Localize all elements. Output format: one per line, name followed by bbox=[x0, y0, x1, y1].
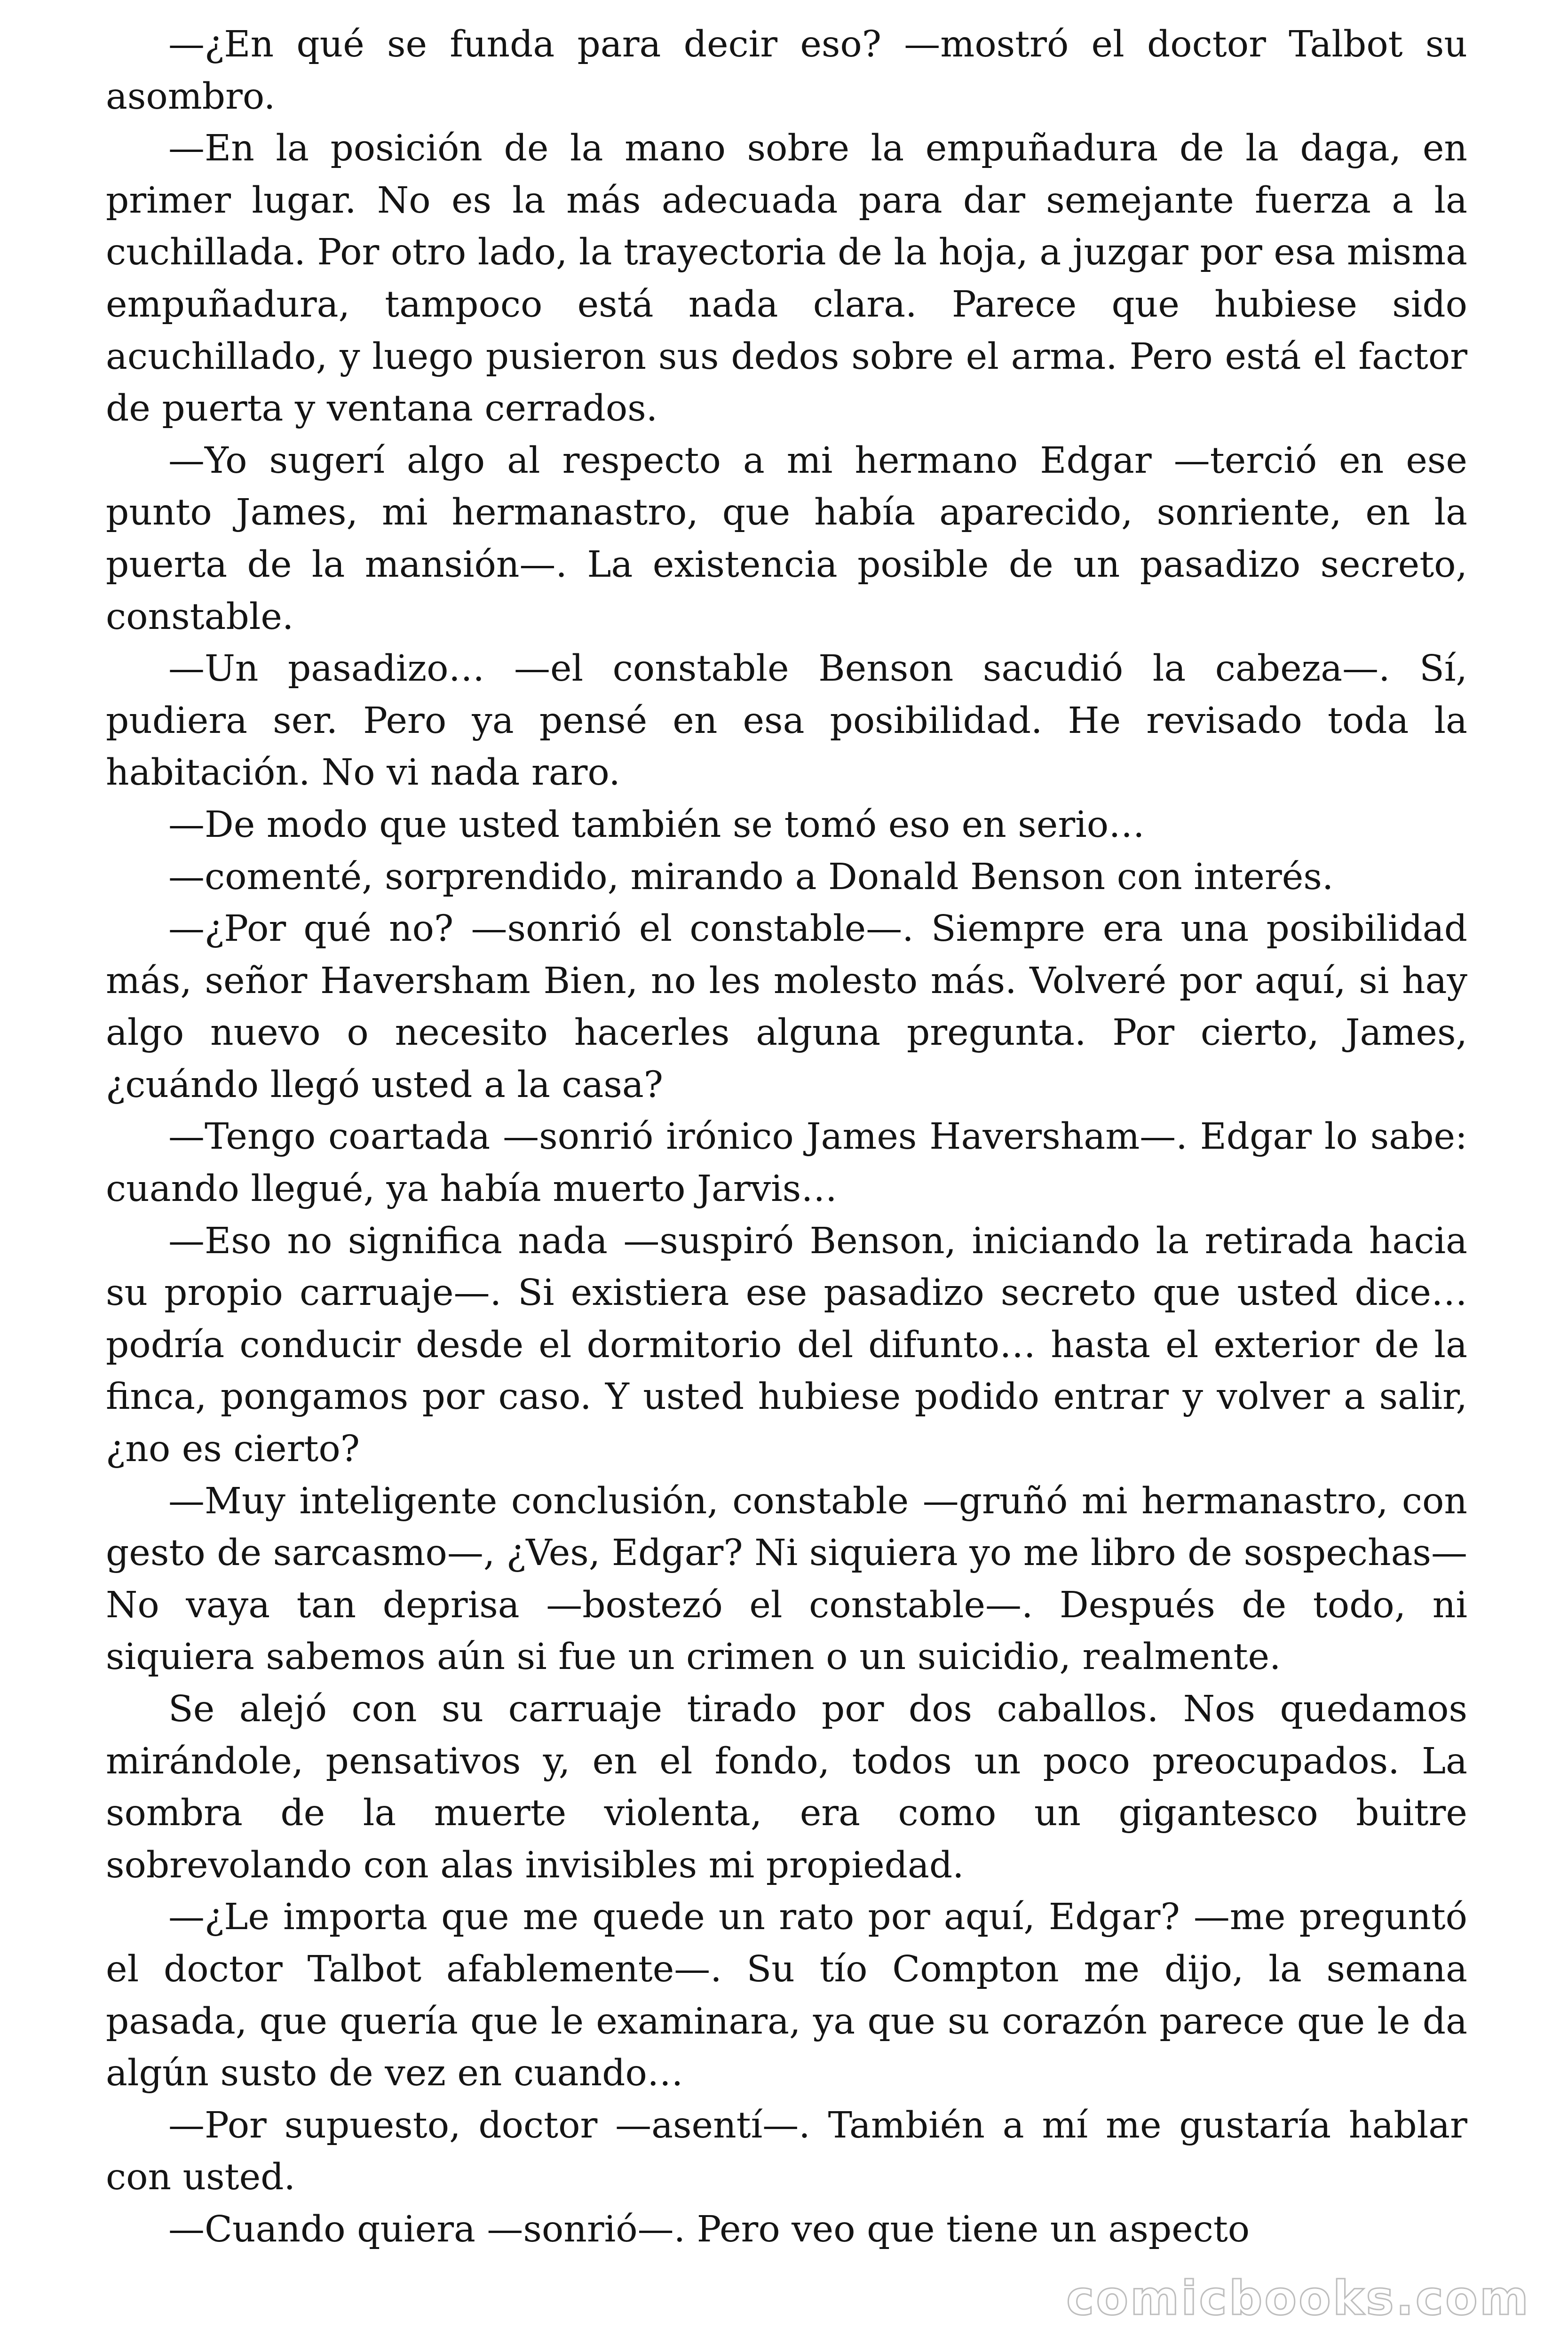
paragraph: —Eso no significa nada —suspiró Benson, iniciando la retirada hacia su propio carruaje—. Si existiera ese pasadizo secreto que usted dice… podría conducir desde el dormitorio del difunto… hasta el exterior de la finca, pongamos por caso. Y usted hubiese podido entrar y volver a salir, ¿no es cierto? bbox=[106, 1220, 1467, 1470]
paragraph: —Yo sugerí algo al respecto a mi hermano Edgar —terció en ese punto James, mi hermanastro, que había aparecido, sonriente, en la puerta de la mansión—. La existencia posible de un pasadizo secreto, constable. bbox=[106, 439, 1467, 638]
paragraph: —Tengo coartada —sonrió irónico James Haversham—. Edgar lo sabe: cuando llegué, ya había muerto Jarvis… bbox=[106, 1116, 1467, 1210]
paragraph: —Muy inteligente conclusión, constable —gruñó mi hermanastro, con gesto de sarcasmo—, ¿Ves, Edgar? Ni siquiera yo me libro de sospechas—No vaya tan deprisa —bostezó el constable—. Después de todo, ni siquiera sabemos aún si fue un crimen o un suicidio, realmente. bbox=[106, 1480, 1467, 1678]
paragraph: —Cuando quiera —sonrió—. Pero veo que tiene un aspecto bbox=[168, 2208, 1250, 2250]
paragraph: —Por supuesto, doctor —asentí—. También a mí me gustaría hablar con usted. bbox=[106, 2104, 1467, 2199]
watermark: comicbooks.com bbox=[1066, 2271, 1530, 2326]
paragraph: —¿Por qué no? —sonrió el constable—. Siempre era una posibilidad más, señor Haversham Bien, no les molesto más. Volveré por aquí, si hay algo nuevo o necesito hacerles alguna pregunta. Por cierto, James, ¿cuándo llegó usted a la casa? bbox=[106, 908, 1467, 1106]
paragraph: —¿En qué se funda para decir eso? —mostró el doctor Talbot su asombro. bbox=[106, 24, 1467, 118]
paragraph: —comenté, sorprendido, mirando a Donald Benson con interés. bbox=[168, 856, 1334, 898]
book-page bbox=[106, 19, 1467, 2333]
paragraph: —En la posición de la mano sobre la empuñadura de la daga, en primer lugar. No es la más adecuada para dar semejante fuerza a la cuchillada. Por otro lado, la trayectoria de la hoja, a juzgar por esa misma empuñadura, tampoco está nada clara. Parece que hubiese sido acuchillado, y luego pusieron sus dedos sobre el arma. Pero está el factor de puerta y ventana cerrados. bbox=[106, 127, 1467, 430]
paragraph: —Un pasadizo… —el constable Benson sacudió la cabeza—. Sí, pudiera ser. Pero ya pensé en esa posibilidad. He revisado toda la habitación. No vi nada raro. bbox=[106, 648, 1467, 794]
paragraph: —¿Le importa que me quede un rato por aquí, Edgar? —me preguntó el doctor Talbot afablemente—. Su tío Compton me dijo, la semana pasada, que quería que le examinara, ya que su corazón parece que le da algún susto de vez en cuando… bbox=[106, 1896, 1467, 2095]
paragraph: Se alejó con su carruaje tirado por dos caballos. Nos quedamos mirándole, pensativos y, en el fondo, todos un poco preocupados. La sombra de la muerte violenta, era como un gigantesco buitre sobrevolando con alas invisibles mi propiedad. bbox=[106, 1688, 1467, 1886]
paragraph: —De modo que usted también se tomó eso en serio… bbox=[168, 803, 1145, 846]
